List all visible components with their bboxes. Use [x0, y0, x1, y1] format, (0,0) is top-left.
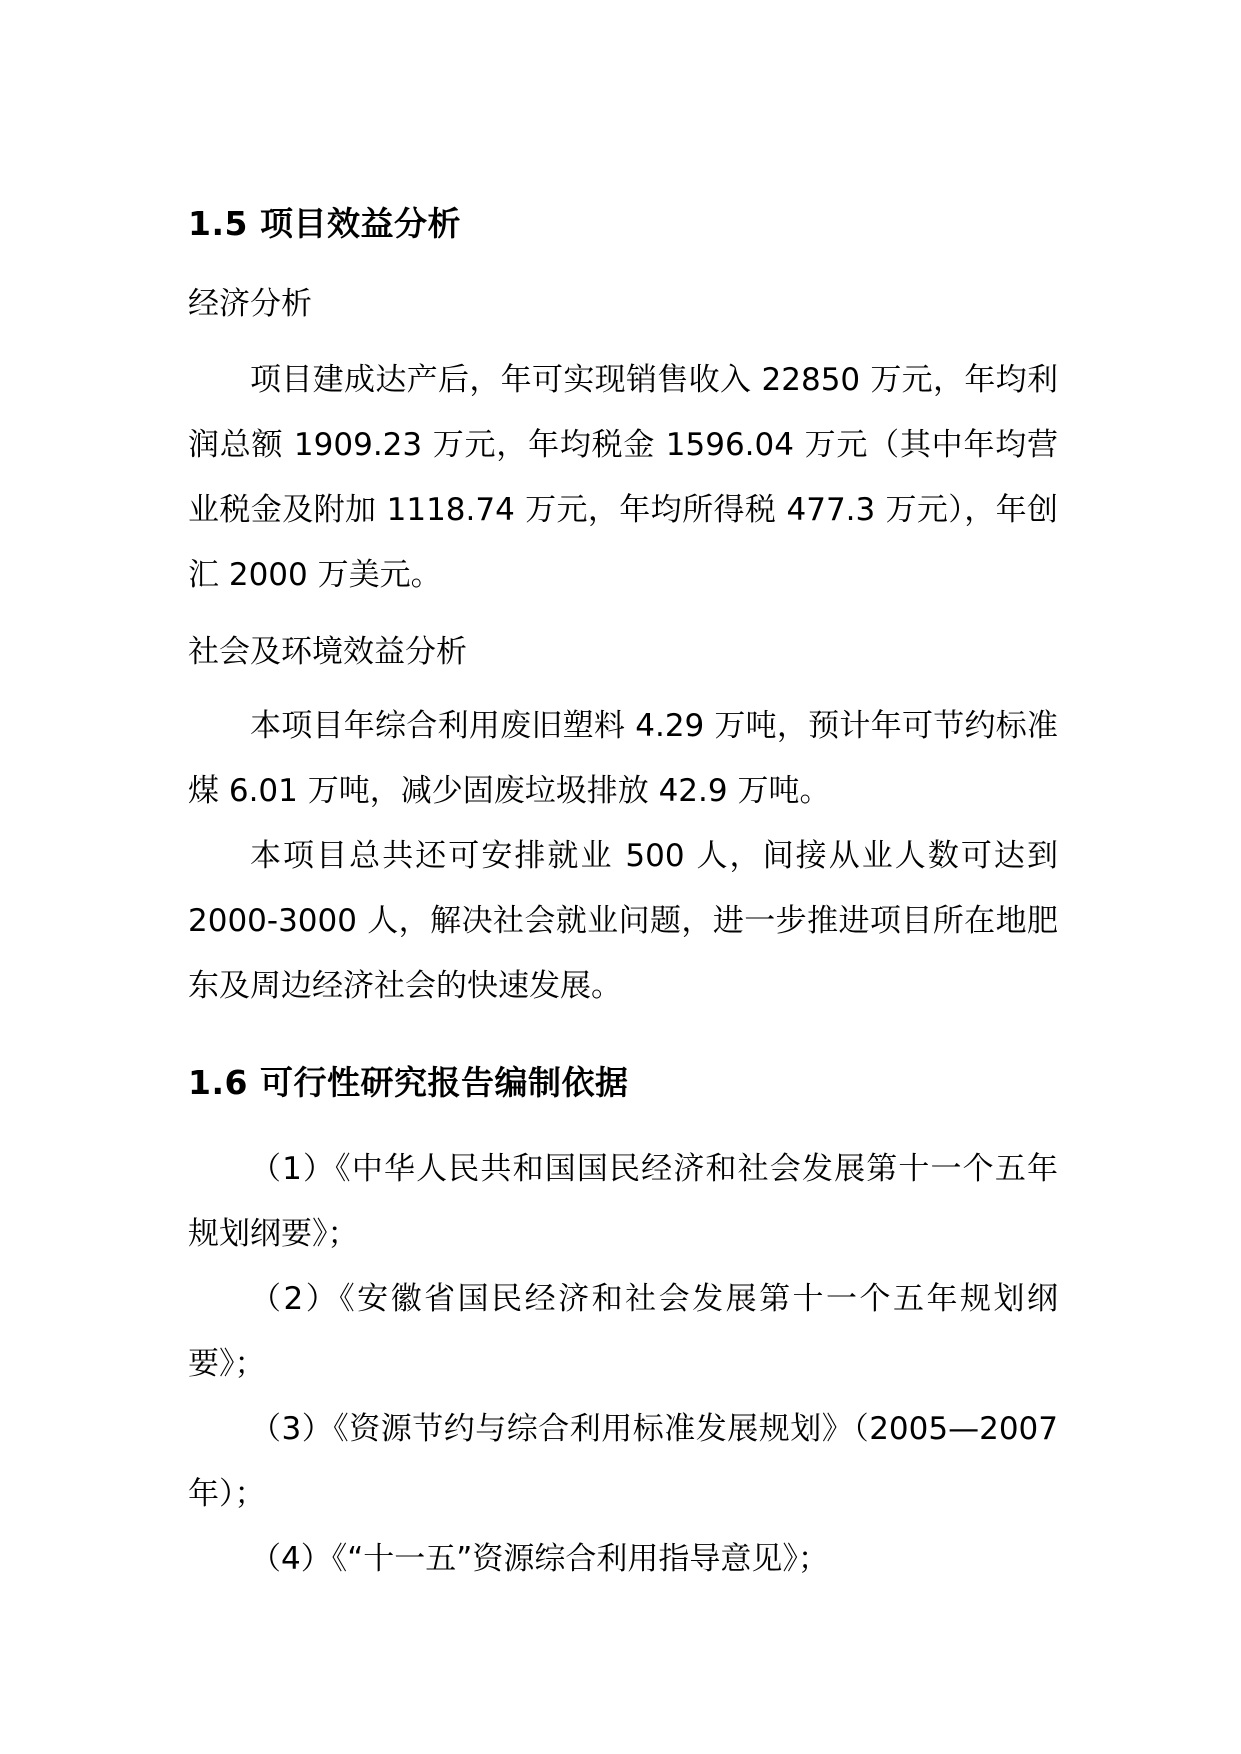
subheading-social-environmental-analysis: 社会及环境效益分析 [188, 634, 467, 670]
reference-item-4: （4）《“十一五”资源综合利用指导意见》； [250, 1541, 829, 1577]
reference-list [188, 1137, 1058, 1592]
reference-item-1: （1）《中华人民共和国国民经济和社会发展第十一个五年规划纲要》； [188, 1151, 1058, 1252]
paragraph-economic-analysis: 项目建成达产后，年可实现销售收入 22850 万元，年均利润总额 1909.23 万元，年均税金 1596.04 万元（其中年均营业税金及附加 1118.74 万元，年均所得税 477.3 万元），年创汇 2000 万美元。 [188, 362, 1058, 593]
page-content [188, 200, 1058, 1592]
paragraph-social-environmental-1: 本项目年综合利用废旧塑料 4.29 万吨，预计年可节约标准煤 6.01 万吨，减少固废垃圾排放 42.9 万吨。 [188, 708, 1058, 809]
section-heading-1-6: 1.6 可行性研究报告编制依据 [188, 1063, 629, 1102]
reference-item-3: （3）《资源节约与综合利用标准发展规划》（2005—2007 年）； [188, 1411, 1058, 1512]
section-heading-1-5: 1.5 项目效益分析 [188, 204, 461, 243]
subheading-economic-analysis: 经济分析 [188, 286, 312, 322]
paragraph-social-environmental-2: 本项目总共还可安排就业 500 人，间接从业人数可达到 2000-3000 人，解决社会就业问题，进一步推进项目所在地肥东及周边经济社会的快速发展。 [188, 838, 1058, 1004]
reference-item-2: （2）《安徽省国民经济和社会发展第十一个五年规划纲要》； [188, 1281, 1058, 1382]
